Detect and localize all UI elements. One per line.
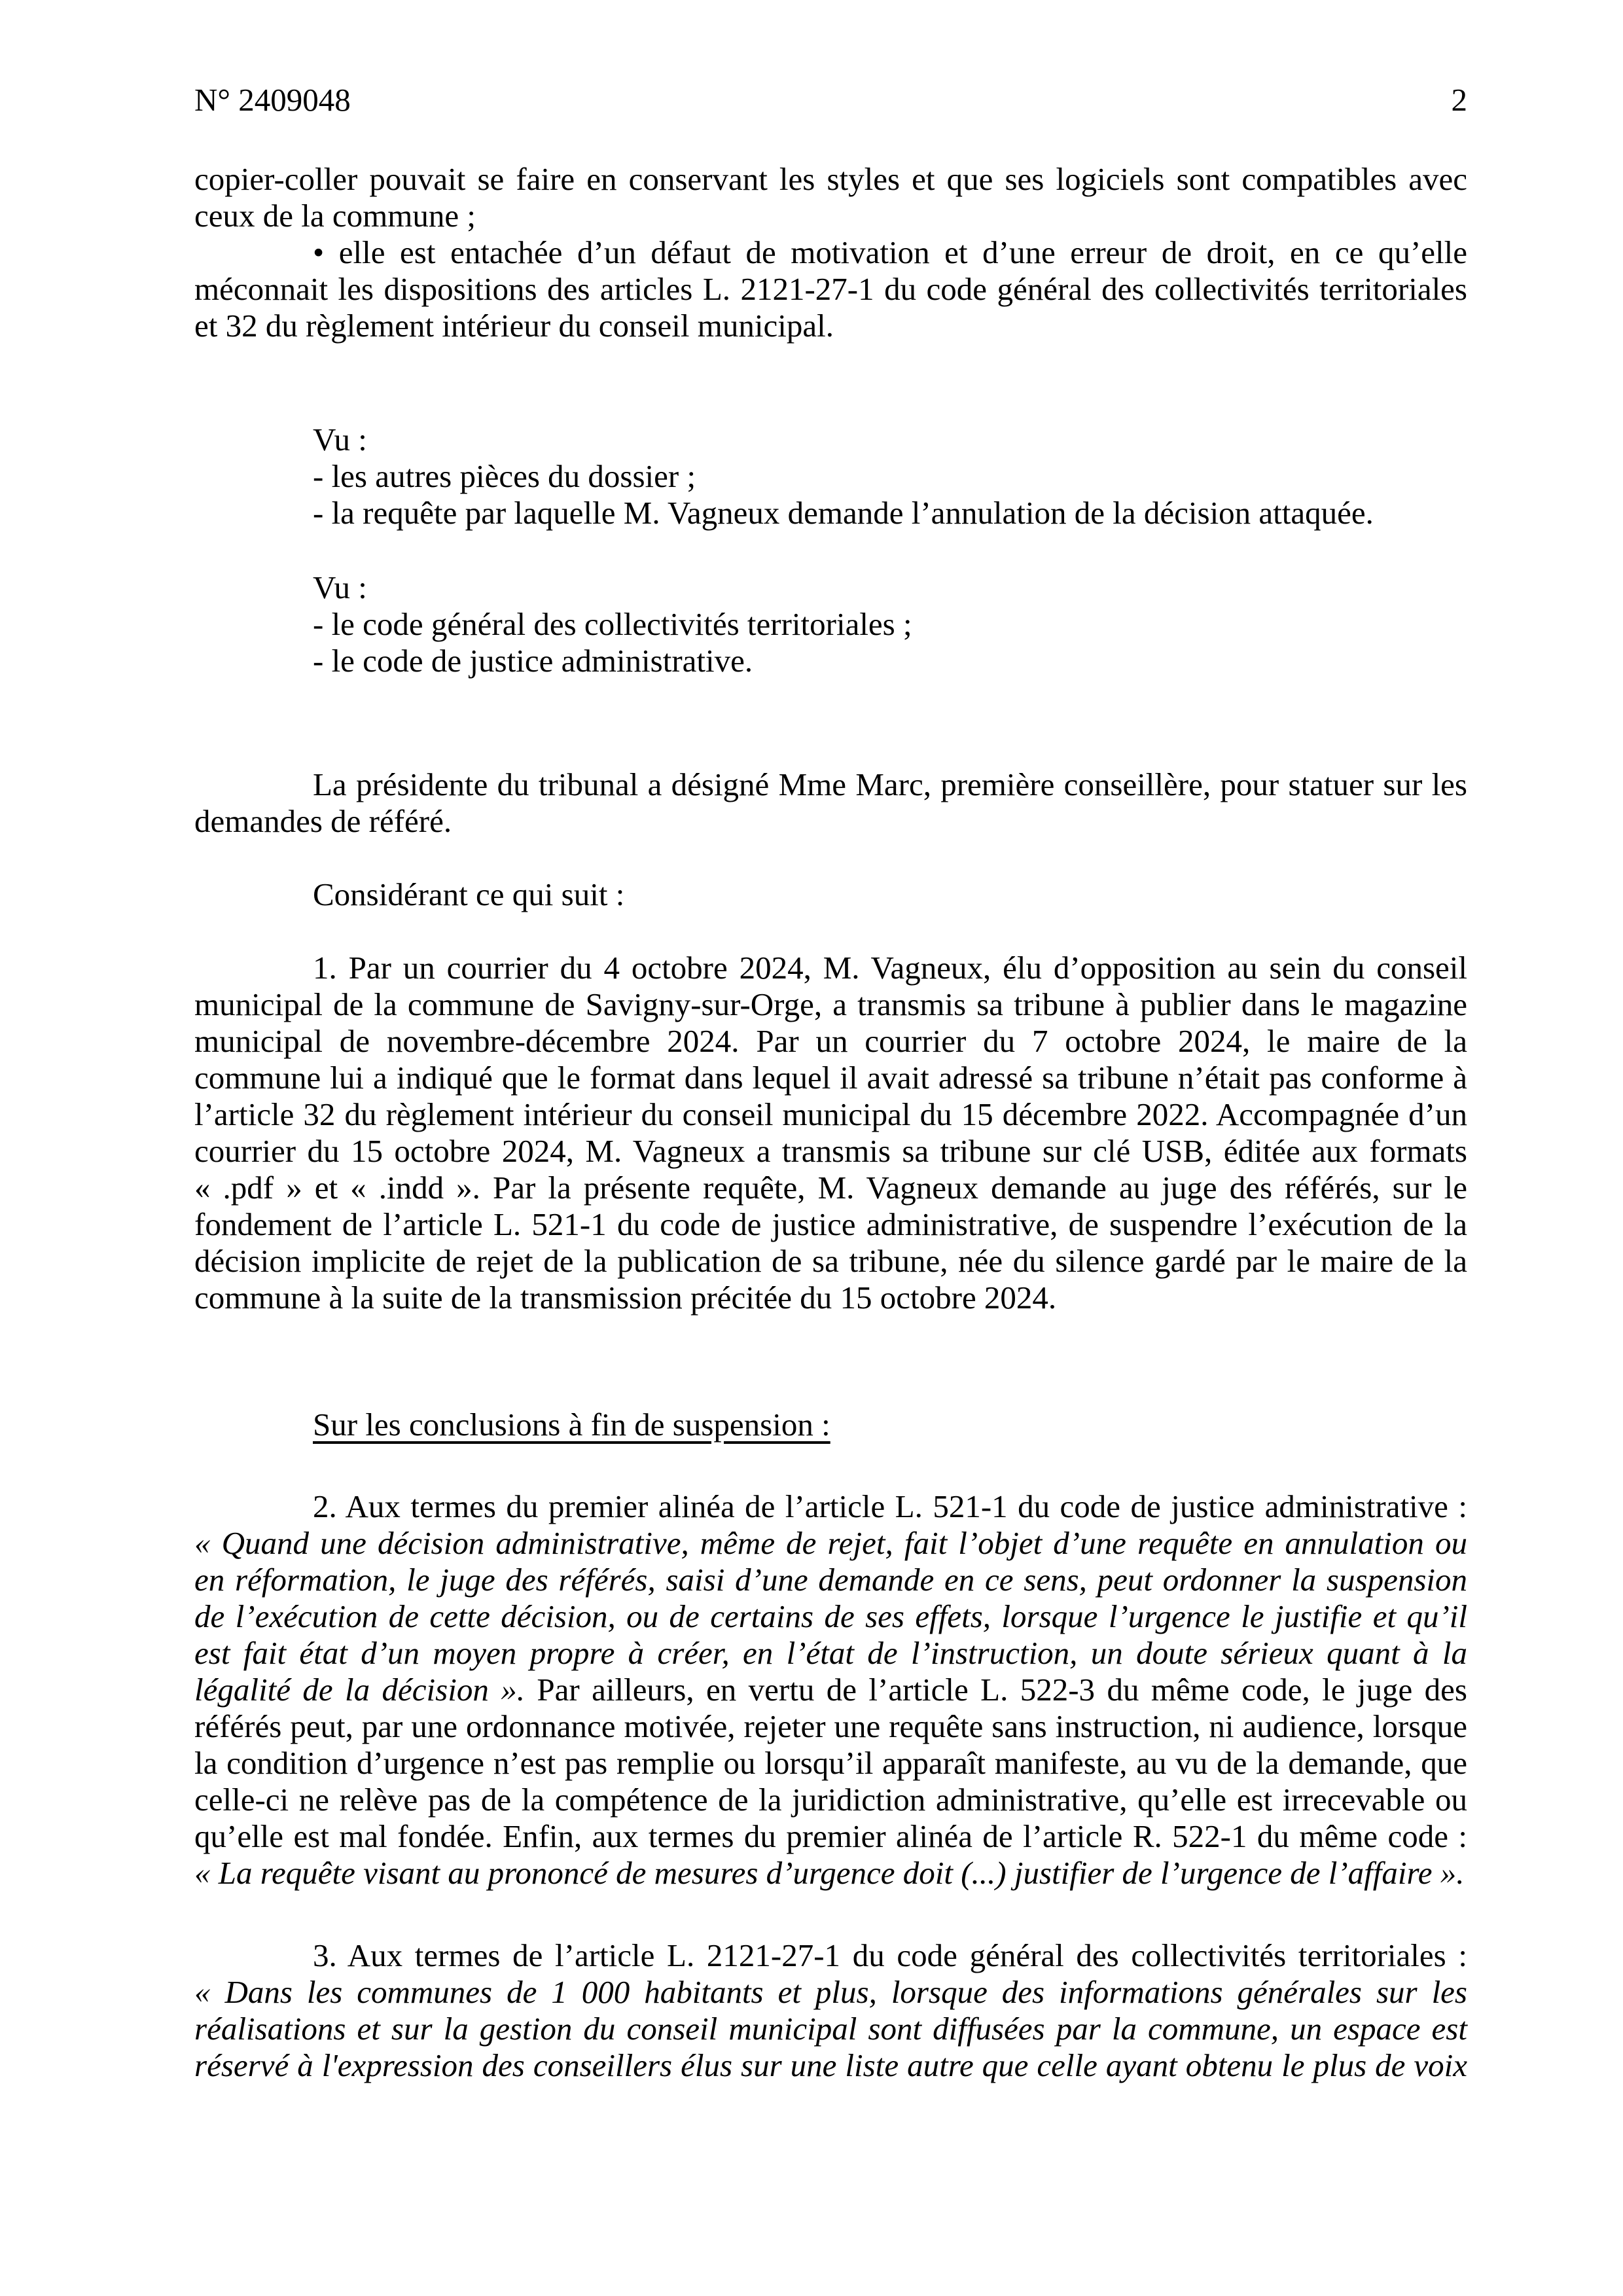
text-line: la condition d’urgence n’est pas remplie ou lorsqu’il apparaît manifeste, au vu de la demande, que bbox=[194, 1745, 1467, 1781]
text-line: l’article 32 du règlement intérieur du conseil municipal du 15 décembre 2022. Accompagnée d’un bbox=[194, 1096, 1467, 1132]
quote-line: en réformation, le juge des référés, saisi d’une demande en ce sens, peut ordonner la suspension bbox=[194, 1562, 1467, 1598]
page-header bbox=[194, 82, 1467, 118]
text-line: et 32 du règlement intérieur du conseil municipal. bbox=[194, 308, 834, 344]
section-heading-block bbox=[194, 1407, 1467, 1443]
paragraph-2 bbox=[194, 1488, 1467, 1892]
text-line: ceux de la commune ; bbox=[194, 198, 476, 234]
text-line: celle-ci ne relève pas de la compétence de la juridiction administrative, qu’elle est irrecevable ou bbox=[194, 1782, 1467, 1818]
text-line: Considérant ce qui suit : bbox=[313, 876, 625, 912]
vu-item: - les autres pièces du dossier ; bbox=[313, 458, 696, 494]
quote-line: est fait état d’un moyen propre à créer, en l’état de l’instruction, un doute sérieux quant à la bbox=[194, 1635, 1467, 1671]
text-line: La présidente du tribunal a désigné Mme Marc, première conseillère, pour statuer sur les bbox=[313, 766, 1467, 802]
text-line: 1. Par un courrier du 4 octobre 2024, M. Vagneux, élu d’opposition au sein du conseil bbox=[313, 950, 1467, 986]
quote-end: légalité de la décision ». bbox=[194, 1672, 525, 1708]
text-line: municipal de novembre-décembre 2024. Par un courrier du 7 octobre 2024, le maire de la bbox=[194, 1023, 1467, 1059]
text-line: décision implicite de rejet de la publication de sa tribune, née du silence gardé par le maire de la bbox=[194, 1243, 1467, 1279]
text-line: copier-coller pouvait se faire en conservant les styles et que ses logiciels sont compatibles avec bbox=[194, 161, 1467, 197]
text-run: Par ailleurs, en vertu de l’article L. 522-3 du même code, le juge des bbox=[524, 1672, 1467, 1708]
paragraph-arguments bbox=[194, 161, 1467, 344]
page-number: 2 bbox=[1451, 82, 1467, 118]
section-heading bbox=[194, 1407, 1467, 1443]
paragraph-considerant bbox=[194, 876, 1467, 913]
paragraph-3 bbox=[194, 1937, 1467, 2084]
quote-line: de l’exécution de cette décision, ou de certains de ses effets, lorsque l’urgence le justifie et qu’il bbox=[194, 1598, 1467, 1634]
section-heading-text: Sur les conclusions à fin de suspension : bbox=[313, 1407, 830, 1443]
mixed-line bbox=[194, 1672, 1467, 1708]
vu-title: Vu : bbox=[313, 422, 367, 457]
bullet-line: • elle est entachée d’un défaut de motivation et d’une erreur de droit, en ce qu’elle bbox=[313, 234, 1467, 270]
vu-item: - la requête par laquelle M. Vagneux demande l’annulation de la décision attaquée. bbox=[313, 495, 1374, 531]
quote-line: « La requête visant au prononcé de mesures d’urgence doit (...) justifier de l’urgence de l’affaire ». bbox=[194, 1855, 1465, 1891]
vu-block-codes bbox=[194, 569, 1467, 679]
quote-line: « Quand une décision administrative, même de rejet, fait l’objet d’une requête en annulation ou bbox=[194, 1525, 1467, 1561]
quote-line: réalisations et sur la gestion du conseil municipal sont diffusées par la commune, un espace est bbox=[194, 2011, 1467, 2047]
text-line: commune à la suite de la transmission précitée du 15 octobre 2024. bbox=[194, 1280, 1057, 1316]
text-line: commune lui a indiqué que le format dans lequel il avait adressé sa tribune n’était pas conforme à bbox=[194, 1060, 1467, 1096]
paragraph-1 bbox=[194, 950, 1467, 1316]
text-line: qu’elle est mal fondée. Enfin, aux termes du premier alinéa de l’article R. 522-1 du même code : bbox=[194, 1818, 1467, 1854]
vu-item: - le code de justice administrative. bbox=[313, 643, 753, 679]
text-line: fondement de l’article L. 521-1 du code de justice administrative, de suspendre l’exécution de la bbox=[194, 1206, 1467, 1242]
text-line: 3. Aux termes de l’article L. 2121-27-1 du code général des collectivités territoriales : bbox=[313, 1937, 1467, 1973]
text-line: municipal de la commune de Savigny-sur-Orge, a transmis sa tribune à publier dans le magazine bbox=[194, 986, 1467, 1022]
quote-line: « Dans les communes de 1 000 habitants et plus, lorsque des informations générales sur les bbox=[194, 1974, 1467, 2010]
paragraph-designation bbox=[194, 766, 1467, 840]
text-line: demandes de référé. bbox=[194, 803, 452, 839]
vu-block-pieces bbox=[194, 422, 1467, 531]
vu-item: - le code général des collectivités territoriales ; bbox=[313, 606, 912, 642]
quote-line: réservé à l'expression des conseillers élus sur une liste autre que celle ayant obtenu le plus de voix bbox=[194, 2047, 1467, 2083]
vu-title: Vu : bbox=[313, 569, 367, 605]
text-line: méconnait les dispositions des articles L. 2121-27-1 du code général des collectivités territoriales bbox=[194, 271, 1467, 307]
text-line: référés peut, par une ordonnance motivée, rejeter une requête sans instruction, ni audience, lorsque bbox=[194, 1708, 1467, 1744]
text-line: courrier du 15 octobre 2024, M. Vagneux a transmis sa tribune sur clé USB, éditée aux formats bbox=[194, 1133, 1467, 1169]
text-line: 2. Aux termes du premier alinéa de l’article L. 521-1 du code de justice administrative : bbox=[313, 1488, 1467, 1524]
text-line: « .pdf » et « .indd ». Par la présente requête, M. Vagneux demande au juge des référés, sur le bbox=[194, 1170, 1467, 1206]
case-number: N° 2409048 bbox=[194, 82, 351, 118]
